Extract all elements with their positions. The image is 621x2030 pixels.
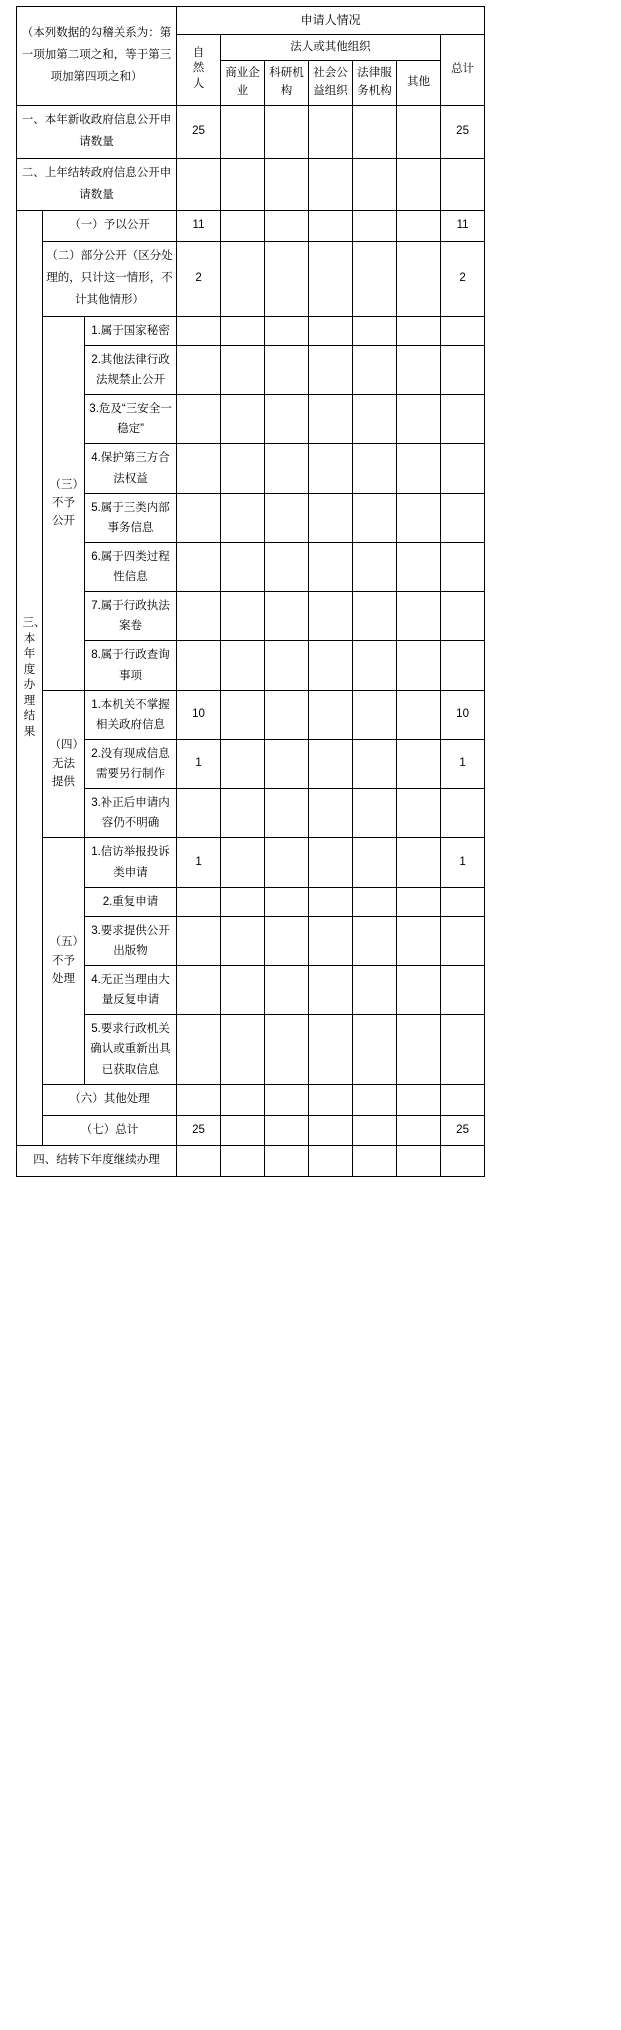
cell-research — [265, 690, 309, 739]
cell-other — [397, 641, 441, 690]
cell-business — [221, 345, 265, 394]
cell-other — [397, 106, 441, 159]
item-label: 3.要求提供公开出版物 — [85, 916, 177, 965]
government-information-disclosure-table — [16, 6, 485, 1177]
cell-business — [221, 158, 265, 211]
table-row — [17, 1115, 485, 1146]
cell-legal-service — [353, 887, 397, 916]
group-label-total: （七）总计 — [43, 1115, 177, 1146]
cell-natural: 2 — [177, 242, 221, 317]
cell-total — [441, 1015, 485, 1084]
cell-business — [221, 493, 265, 542]
cell-other — [397, 158, 441, 211]
cell-research — [265, 838, 309, 887]
cell-natural — [177, 493, 221, 542]
cell-research — [265, 211, 309, 242]
cell-social — [309, 1084, 353, 1115]
cell-social — [309, 592, 353, 641]
cell-legal-service — [353, 1084, 397, 1115]
item-label: 7.属于行政执法案卷 — [85, 592, 177, 641]
cell-other — [397, 838, 441, 887]
header-natural-person: 自然人 — [177, 34, 221, 105]
cell-natural — [177, 887, 221, 916]
cell-natural — [177, 395, 221, 444]
cell-total: 10 — [441, 690, 485, 739]
cell-business — [221, 395, 265, 444]
cell-total: 25 — [441, 106, 485, 159]
cell-research — [265, 789, 309, 838]
table-row — [17, 345, 485, 394]
cell-research — [265, 106, 309, 159]
cell-total — [441, 916, 485, 965]
cell-social — [309, 887, 353, 916]
item-label: 4.保护第三方合法权益 — [85, 444, 177, 493]
cell-business — [221, 542, 265, 591]
cell-total — [441, 316, 485, 345]
cell-natural — [177, 158, 221, 211]
cell-natural — [177, 592, 221, 641]
cell-research — [265, 887, 309, 916]
table-row — [17, 966, 485, 1015]
cell-social — [309, 395, 353, 444]
cell-business — [221, 966, 265, 1015]
cell-natural — [177, 1146, 221, 1177]
table-row — [17, 739, 485, 788]
cell-total: 1 — [441, 838, 485, 887]
table-row — [17, 211, 485, 242]
cell-research — [265, 1015, 309, 1084]
cell-research — [265, 542, 309, 591]
cell-research — [265, 1146, 309, 1177]
cell-other — [397, 592, 441, 641]
cell-social — [309, 641, 353, 690]
cell-natural — [177, 641, 221, 690]
cell-legal-service — [353, 316, 397, 345]
cell-other — [397, 887, 441, 916]
cell-social — [309, 916, 353, 965]
cell-total — [441, 1084, 485, 1115]
table-row — [17, 641, 485, 690]
cell-total: 2 — [441, 242, 485, 317]
cell-business — [221, 106, 265, 159]
cell-research — [265, 641, 309, 690]
cell-total — [441, 592, 485, 641]
cell-social — [309, 1115, 353, 1146]
item-label: 1.本机关不掌握相关政府信息 — [85, 690, 177, 739]
table-row — [17, 493, 485, 542]
cell-other — [397, 789, 441, 838]
cell-research — [265, 345, 309, 394]
cell-other — [397, 1015, 441, 1084]
header-total: 总计 — [441, 34, 485, 105]
cell-legal-service — [353, 242, 397, 317]
cell-research — [265, 916, 309, 965]
group-label-partial-disclose: （二）部分公开（区分处理的，只计这一情形，不计其他情形） — [43, 242, 177, 317]
cell-business — [221, 1015, 265, 1084]
cell-natural: 1 — [177, 838, 221, 887]
table-row — [17, 1146, 485, 1177]
cell-social — [309, 1015, 353, 1084]
cell-business — [221, 887, 265, 916]
cell-business — [221, 211, 265, 242]
cell-research — [265, 1084, 309, 1115]
cell-research — [265, 316, 309, 345]
cell-business — [221, 592, 265, 641]
table-row — [17, 316, 485, 345]
table-row — [17, 542, 485, 591]
cell-natural — [177, 789, 221, 838]
item-label: 3.危及“三安全一稳定” — [85, 395, 177, 444]
cell-legal-service — [353, 1115, 397, 1146]
prudential-note-cell: （本列数据的勾稽关系为：第一项加第二项之和，等于第三项加第四项之和） — [17, 7, 177, 106]
cell-natural — [177, 916, 221, 965]
cell-social — [309, 211, 353, 242]
cell-legal-service — [353, 395, 397, 444]
cell-other — [397, 345, 441, 394]
cell-other — [397, 1115, 441, 1146]
cell-social — [309, 158, 353, 211]
cell-legal-service — [353, 493, 397, 542]
cell-social — [309, 838, 353, 887]
table-row — [17, 1015, 485, 1084]
table-row — [17, 242, 485, 317]
cell-social — [309, 242, 353, 317]
cell-legal-service — [353, 690, 397, 739]
cell-total — [441, 444, 485, 493]
cell-natural — [177, 1015, 221, 1084]
item-label: 2.重复申请 — [85, 887, 177, 916]
cell-natural: 25 — [177, 106, 221, 159]
header-research-institution: 科研机构 — [265, 61, 309, 106]
cell-natural — [177, 316, 221, 345]
table-row — [17, 444, 485, 493]
cell-social — [309, 1146, 353, 1177]
group-label-not-processed: （五）不予处理 — [43, 838, 85, 1084]
cell-research — [265, 592, 309, 641]
cell-research — [265, 1115, 309, 1146]
item-label: 1.信访举报投诉类申请 — [85, 838, 177, 887]
cell-total — [441, 345, 485, 394]
item-label: 6.属于四类过程性信息 — [85, 542, 177, 591]
cell-other — [397, 690, 441, 739]
cell-business — [221, 789, 265, 838]
group-label-other-handling: （六）其他处理 — [43, 1084, 177, 1115]
group-label-disclose: （一）予以公开 — [43, 211, 177, 242]
cell-legal-service — [353, 158, 397, 211]
cell-natural: 1 — [177, 739, 221, 788]
cell-legal-service — [353, 641, 397, 690]
header-social-welfare-org: 社会公益组织 — [309, 61, 353, 106]
cell-legal-service — [353, 966, 397, 1015]
cell-social — [309, 789, 353, 838]
cell-total: 1 — [441, 739, 485, 788]
cell-total: 11 — [441, 211, 485, 242]
applicant-group-header: 申请人情况 — [177, 7, 485, 35]
cell-other — [397, 916, 441, 965]
table-row — [17, 592, 485, 641]
group-label-not-disclose: （三）不予公开 — [43, 316, 85, 690]
table-row — [17, 916, 485, 965]
header-legal-service-org: 法律服务机构 — [353, 61, 397, 106]
item-label: 8.属于行政查询事项 — [85, 641, 177, 690]
section3-vertical-label: 三、本年度办理结果 — [17, 211, 43, 1146]
cell-legal-service — [353, 211, 397, 242]
cell-research — [265, 493, 309, 542]
cell-other — [397, 211, 441, 242]
cell-natural — [177, 345, 221, 394]
cell-natural — [177, 1084, 221, 1115]
header-other-org: 其他 — [397, 61, 441, 106]
cell-social — [309, 966, 353, 1015]
cell-natural: 10 — [177, 690, 221, 739]
cell-other — [397, 1084, 441, 1115]
cell-natural — [177, 444, 221, 493]
cell-business — [221, 1146, 265, 1177]
item-label: 5.属于三类内部事务信息 — [85, 493, 177, 542]
row-label-carry-next-year: 四、结转下年度继续办理 — [17, 1146, 177, 1177]
cell-total — [441, 966, 485, 1015]
cell-other — [397, 493, 441, 542]
table-row — [17, 690, 485, 739]
table-row — [17, 1084, 485, 1115]
cell-social — [309, 345, 353, 394]
cell-legal-service — [353, 345, 397, 394]
row-label-new-applications: 一、本年新收政府信息公开申请数量 — [17, 106, 177, 159]
cell-other — [397, 966, 441, 1015]
cell-other — [397, 1146, 441, 1177]
cell-business — [221, 1115, 265, 1146]
cell-other — [397, 316, 441, 345]
cell-total — [441, 789, 485, 838]
item-label: 4.无正当理由大量反复申请 — [85, 966, 177, 1015]
table-row — [17, 887, 485, 916]
header-legal-person-group: 法人或其他组织 — [221, 34, 441, 61]
item-label: 1.属于国家秘密 — [85, 316, 177, 345]
cell-natural — [177, 966, 221, 1015]
cell-research — [265, 444, 309, 493]
table-header-row-1 — [17, 7, 485, 35]
item-label: 2.其他法律行政法规禁止公开 — [85, 345, 177, 394]
table-row — [17, 789, 485, 838]
cell-legal-service — [353, 838, 397, 887]
cell-legal-service — [353, 739, 397, 788]
cell-social — [309, 542, 353, 591]
item-label: 3.补正后申请内容仍不明确 — [85, 789, 177, 838]
cell-legal-service — [353, 542, 397, 591]
table-row — [17, 158, 485, 211]
item-label: 5.要求行政机关确认或重新出具已获取信息 — [85, 1015, 177, 1084]
cell-total — [441, 542, 485, 591]
cell-legal-service — [353, 1015, 397, 1084]
cell-total — [441, 493, 485, 542]
cell-other — [397, 242, 441, 317]
cell-total — [441, 395, 485, 444]
cell-research — [265, 395, 309, 444]
cell-total — [441, 1146, 485, 1177]
cell-total — [441, 641, 485, 690]
cell-total: 25 — [441, 1115, 485, 1146]
cell-research — [265, 739, 309, 788]
cell-business — [221, 916, 265, 965]
cell-legal-service — [353, 106, 397, 159]
cell-social — [309, 106, 353, 159]
item-label: 2.没有现成信息需要另行制作 — [85, 739, 177, 788]
cell-research — [265, 158, 309, 211]
cell-business — [221, 444, 265, 493]
cell-business — [221, 316, 265, 345]
table-row — [17, 395, 485, 444]
cell-legal-service — [353, 1146, 397, 1177]
cell-other — [397, 739, 441, 788]
cell-business — [221, 1084, 265, 1115]
cell-social — [309, 690, 353, 739]
cell-research — [265, 966, 309, 1015]
cell-natural: 25 — [177, 1115, 221, 1146]
cell-legal-service — [353, 789, 397, 838]
cell-business — [221, 838, 265, 887]
cell-social — [309, 316, 353, 345]
cell-social — [309, 444, 353, 493]
cell-natural — [177, 542, 221, 591]
table-row — [17, 106, 485, 159]
cell-legal-service — [353, 916, 397, 965]
cell-legal-service — [353, 444, 397, 493]
cell-social — [309, 493, 353, 542]
cell-social — [309, 739, 353, 788]
header-business-enterprise: 商业企业 — [221, 61, 265, 106]
cell-total — [441, 887, 485, 916]
table-row — [17, 838, 485, 887]
row-label-carried-over: 二、上年结转政府信息公开申请数量 — [17, 158, 177, 211]
group-label-unable-provide: （四）无法提供 — [43, 690, 85, 838]
cell-total — [441, 158, 485, 211]
cell-business — [221, 242, 265, 317]
cell-business — [221, 690, 265, 739]
cell-business — [221, 641, 265, 690]
cell-business — [221, 739, 265, 788]
cell-other — [397, 395, 441, 444]
cell-natural: 11 — [177, 211, 221, 242]
cell-legal-service — [353, 592, 397, 641]
cell-other — [397, 444, 441, 493]
cell-other — [397, 542, 441, 591]
cell-research — [265, 242, 309, 317]
